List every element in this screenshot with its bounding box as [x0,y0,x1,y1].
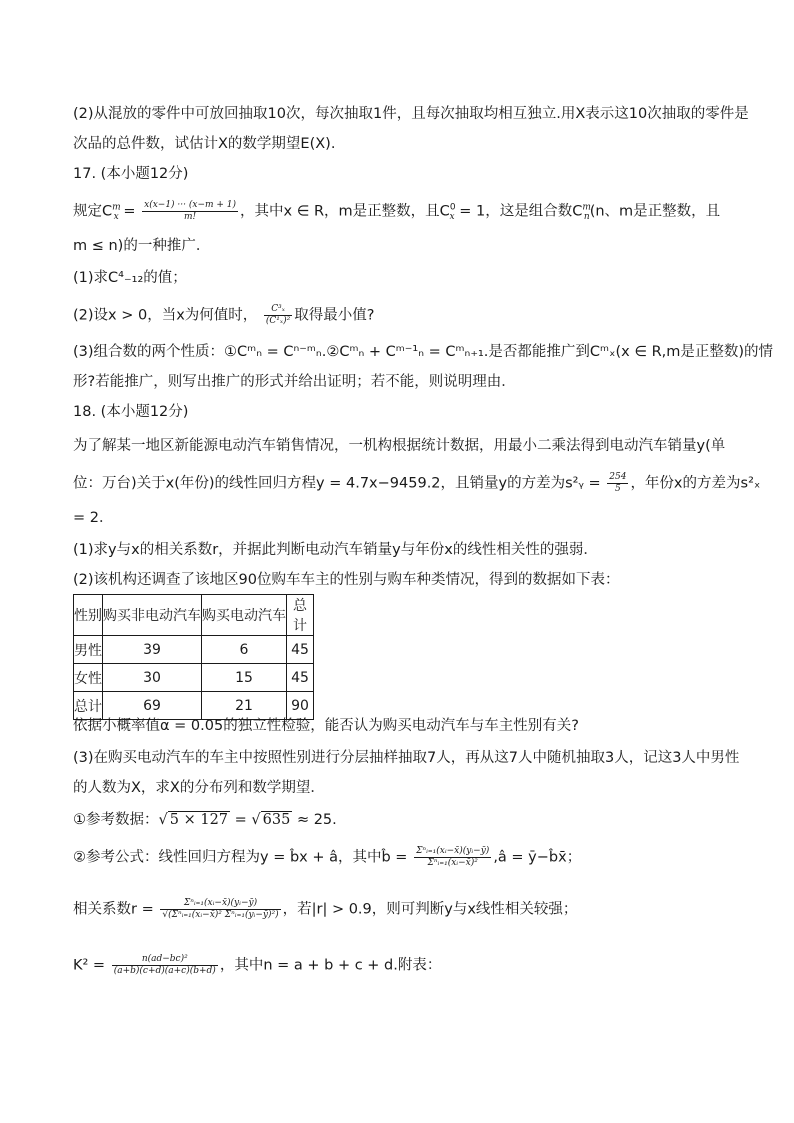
sqrt-expression: √ 5 × 127 [158,812,229,828]
q18-part2: (2)该机构还调查了该地区90位购车车主的性别与购车种类情况，得到的数据如下表： [73,572,620,588]
table-header-cell: 总计 [287,595,314,636]
table-cell: 90 [287,692,314,720]
q16-part2-line2: 次品的总件数，试估计X的数学期望E(X). [73,136,336,152]
q17-def-a: 规定C [73,203,113,220]
q17-def-b: ，其中x ∈ R，m是正整数，且C [240,203,450,220]
slope-fraction: $\frac{\text{Σⁿᵢ₌₁(xᵢ−x̄)(yᵢ−ȳ)}}{\text{Σⁿᵢ₌₁(xᵢ−x̄)²}}$ [416,846,490,868]
table-header-row [74,595,314,636]
table-cell: 15 [202,664,287,692]
table-cell: 女性 [74,664,103,692]
table-header-cell: 购买非电动汽车 [103,595,202,636]
reference-data: ①参考数据：√ 5 × 127 = √ 635 ≈ 25. [73,812,337,828]
q17-def-d: (n、m是正整数，且 [589,203,721,220]
q17-part1: (1)求C⁴₋₁₂的值； [73,270,187,286]
q17-part3-line1: (3)组合数的两个性质：①Cᵐₙ = Cⁿ⁻ᵐₙ.②Cᵐₙ + Cᵐ⁻¹ₙ = Cᵐₙ₊₁.是否都能推广到Cᵐₓ(x ∈ R,m是正整数)的情 [73,344,774,360]
q17-def-fraction: $\frac{x(x-1) \cdot\cdot\cdot (x-m + 1)}{m!}$ [144,200,237,222]
q17-def-c: = 1，这是组合数C [454,203,583,220]
q18-part3-line2: 的人数为X，求X的分布列和数学期望． [73,780,325,796]
q18-part3-line1: (3)在购买电动汽车的车主中按照性别进行分层抽样抽取7人，再从这7人中随机抽取3人，记这3人中男性 [73,750,740,766]
table-cell: 21 [202,692,287,720]
table-cell: 男性 [74,636,103,664]
q18-part2-question: 依据小概率值α = 0.05的独立性检验，能否认为购买电动汽车与车主性别有关? [73,718,579,734]
survey-table [73,594,314,720]
q17-part3-line2: 形?若能推广，则写出推广的形式并给出证明；若不能，则说明理由． [73,374,516,390]
q18-header: 18. (本小题12分) [73,404,189,420]
table-row [74,664,314,692]
q18-intro-line1: 为了解某一地区新能源电动汽车销售情况，一机构根据统计数据，用最小二乘法得到电动汽车销量y(单 [73,438,726,454]
table-cell: 总计 [74,692,103,720]
table-cell: 45 [287,636,314,664]
q17-part2-fraction: $\frac{\text{C³ₓ}}{\text{(C¹ₓ)²}}$ [265,304,291,326]
table-cell: 39 [103,636,202,664]
table-row [74,636,314,664]
sqrt-expression: √ 635 [251,812,291,828]
q17-header: 17. (本小题12分) [73,166,189,182]
correlation-fraction: $\frac{\text{Σⁿᵢ₌₁(xᵢ−x̄)(yᵢ−ȳ)}}{\text{√(Σⁿᵢ₌₁(xᵢ−x̄)² Σⁿᵢ₌₁(yᵢ−ȳ)²)}}$ [162,898,279,920]
table-cell: 45 [287,664,314,692]
q18-intro-line3: = 2． [73,510,114,526]
table-cell: 6 [202,636,287,664]
k2-fraction: $\frac{\text{n(ad−bc)²}}{(a+b)(c+d)(a+c)(b+d)}$ [113,954,216,976]
q17-definition: 规定$C^m_x$ = $\frac{x(x-1) \cdot\cdot\cdot (x-m + 1)}{m!}$ ，其中x ∈ R，m是正整数，且$C^0_x = 1$，这是组合数$C^m_n(n$、m是正整数，且 [73,200,721,223]
reference-formula-regression: ②参考公式：线性回归方程为y = b̂x + â，其中b̂ = $\frac{\text{Σⁿᵢ₌₁(xᵢ−x̄)(yᵢ−ȳ)}}{\text{Σⁿᵢ₌₁(xᵢ−x̄)²}}$ ,â = ȳ−b̂x̄； [73,846,582,868]
q17-def-line2: m ≤ n)的一种推广． [73,238,211,254]
table-cell: 30 [103,664,202,692]
table-header-cell: 性别 [74,595,103,636]
reference-formula-correlation: 相关系数r = $\frac{\text{Σⁿᵢ₌₁(xᵢ−x̄)(yᵢ−ȳ)}}{\text{√(Σⁿᵢ₌₁(xᵢ−x̄)² Σⁿᵢ₌₁(yᵢ−ȳ)²)}}$ ，若|r| > 0.9，则可判断y与x线性相关较强； [73,898,578,920]
q17-part2: (2)设x > 0，当x为何值时， $\frac{\text{C³ₓ}}{\text{(C¹ₓ)²}}$ 取得最小值? [73,304,375,326]
q18-intro-line2: 位：万台)关于x(年份)的线性回归方程y = 4.7x−9459.2，且销量y的方差为s²ᵧ = $\frac{254}{5}$ ，年份x的方差为s²ₓ [73,472,761,494]
q16-part2-line1: (2)从混放的零件中可放回抽取10次，每次抽取1件，且每次抽取均相互独立.用X表示这10次抽取的零件是 [73,106,749,122]
table-header-cell: 购买电动汽车 [202,595,287,636]
q18-part1: (1)求y与x的相关系数r，并据此判断电动汽车销量y与年份x的线性相关性的强弱． [73,542,598,558]
reference-formula-k2: K² = $\frac{\text{n(ad−bc)²}}{(a+b)(c+d)(a+c)(b+d)}$ ，其中n = a + b + c + d.附表： [73,954,442,976]
table-cell: 69 [103,692,202,720]
q18-variance-fraction: $\frac{254}{5}$ [609,472,627,494]
